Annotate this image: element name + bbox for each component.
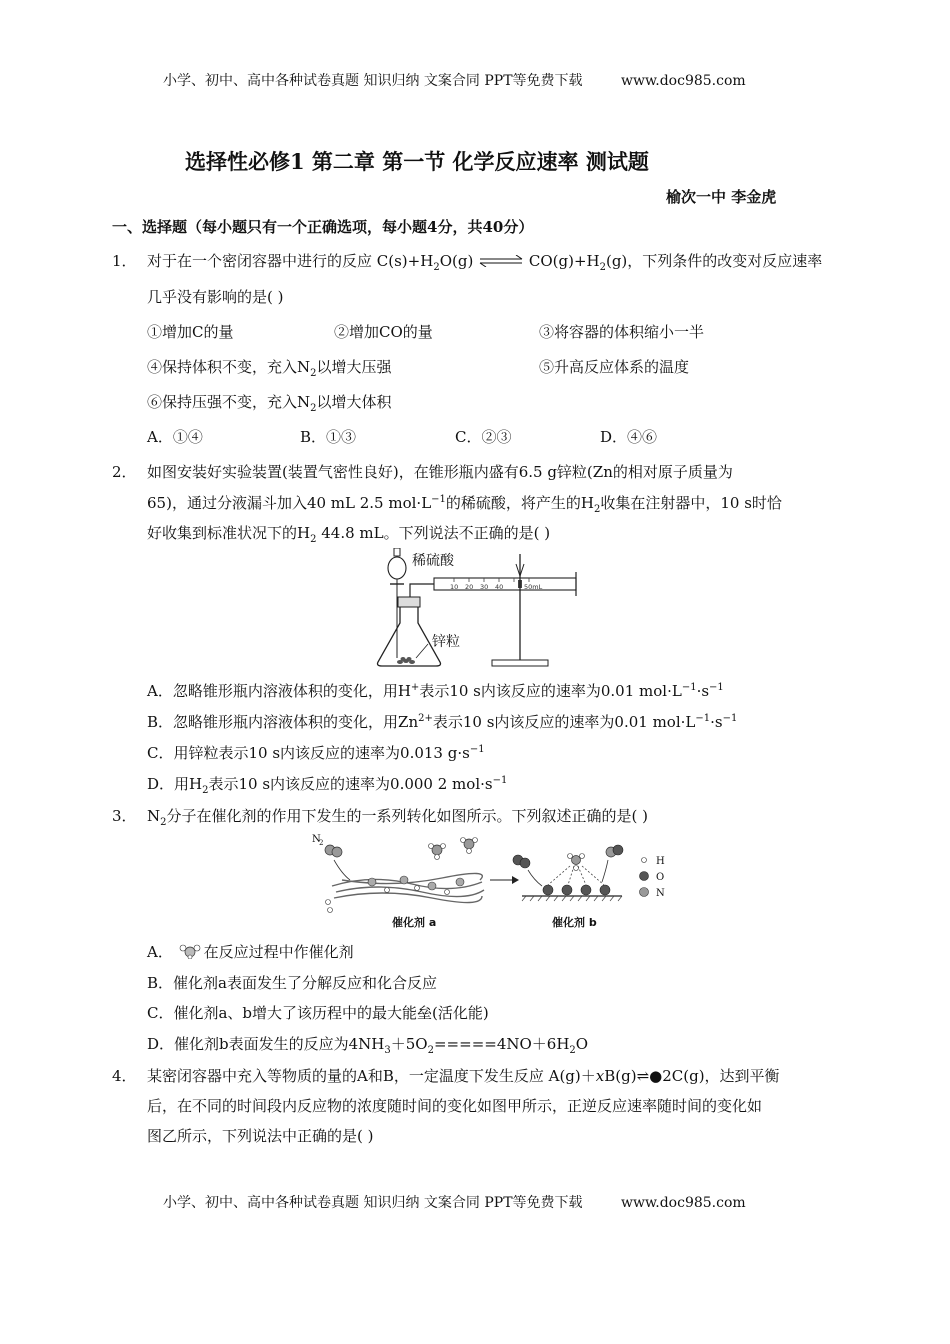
q2-number: 2． <box>112 463 137 481</box>
arrow-path <box>602 860 608 882</box>
q3-text: ＋5O <box>390 1035 428 1053</box>
q2-text: 的稀硫酸，将产生的H <box>445 494 594 512</box>
superscript: + <box>410 682 420 693</box>
q1-option-4 <box>147 356 392 379</box>
q1-text: O(g) <box>439 252 474 270</box>
q3-text: O <box>575 1035 589 1053</box>
q2-choice-b[interactable] <box>147 711 737 732</box>
subscript: 3 <box>384 1045 391 1056</box>
q2-text: D．用H <box>147 775 203 793</box>
legend-n-icon <box>640 888 649 897</box>
legend-h-icon <box>642 858 647 863</box>
h-atom <box>574 866 579 871</box>
superscript: −1 <box>681 682 697 693</box>
syringe-tick-label: 10 <box>450 583 459 591</box>
subscript: 2 <box>599 262 606 273</box>
q1-text: ⑥保持压强不变，充入N <box>147 393 311 411</box>
q4-text: 某密闭容器中充入等物质的量的A和B，一定温度下发生反应 A(g)＋ <box>147 1067 596 1085</box>
q1-text: 对于在一个密闭容器中进行的反应 C(s)+H <box>147 252 434 270</box>
stopper <box>398 597 420 607</box>
label-n2: N <box>312 834 321 845</box>
legend-o-icon <box>640 872 649 881</box>
q2-text: 表示10 s内该反应的速率为0.000 2 mol·s <box>208 775 493 793</box>
q2-text: ·s <box>710 713 723 731</box>
q2-stem-line3 <box>147 522 550 545</box>
h-atom <box>461 838 466 843</box>
subscript: 2 <box>310 534 317 545</box>
q2-text: 44.8 mL。下列说法不正确的是( ) <box>316 524 551 542</box>
q2-choice-c[interactable] <box>147 742 485 763</box>
q1-choice-d[interactable]: D．④⑥ <box>600 428 658 446</box>
q1-option-2: ②增加CO的量 <box>334 323 433 341</box>
q2-text: C．用锌粒表示10 s内该反应的速率为0.013 g·s <box>147 744 470 762</box>
q2-text: 收集在注射器中，10 s时恰 <box>600 494 782 512</box>
q1-option-5: ⑤升高反应体系的温度 <box>539 358 690 376</box>
q1-text: 以增大压强 <box>316 358 392 376</box>
q1-text: 以增大体积 <box>316 393 392 411</box>
q4-stem-line3: 图乙所示，下列说法中正确的是( ) <box>147 1127 374 1145</box>
label-catalyst-a: 催化剂 a <box>392 916 437 929</box>
q3-stem <box>147 805 648 828</box>
q2-text: ·s <box>696 682 710 700</box>
separatory-funnel <box>388 557 406 579</box>
q2-stem-line2 <box>147 492 782 515</box>
h-atom <box>473 838 478 843</box>
q4-number: 4． <box>112 1067 137 1085</box>
label-catalyst-b: 催化剂 b <box>552 916 597 929</box>
q2-text: 表示10 s内该反应的速率为0.01 mol·L <box>419 682 682 700</box>
subscript: 2 <box>594 504 601 515</box>
legend-h: H <box>656 856 665 867</box>
adsorbed-o-atoms <box>543 885 610 895</box>
surface-hatch <box>522 896 622 901</box>
q3-text: 分子在催化剂的作用下发生的一系列转化如图所示。下列叙述正确的是( ) <box>166 807 648 825</box>
q1-option-6 <box>147 391 392 414</box>
q3-text: D．催化剂b表面发生的反应为4NH <box>147 1035 385 1053</box>
retort-stand-base <box>492 660 548 666</box>
q3-text: =====4NO＋6H <box>433 1035 570 1053</box>
q1-choice-c[interactable]: C．②③ <box>455 428 512 446</box>
superscript: −1 <box>492 775 508 786</box>
h-atom <box>568 854 573 859</box>
page-footer <box>163 1192 746 1212</box>
superscript: −1 <box>695 713 711 724</box>
q4-stem-line1 <box>147 1065 780 1086</box>
author: 榆次一中 李金虎 <box>666 188 777 206</box>
q4-stem-line2: 后，在不同的时间段内反应物的浓度随时间的变化如图甲所示，正逆反应速率随时间的变化如 <box>147 1097 763 1115</box>
process-arrowhead <box>512 876 519 884</box>
q1-choice-a[interactable]: A．①④ <box>147 428 203 446</box>
superscript: 2+ <box>418 713 433 724</box>
catalyst-a-surface <box>332 873 484 902</box>
q1-option-3: ③将容器的体积缩小一半 <box>539 323 705 341</box>
q1-choice-b[interactable]: B．①③ <box>300 428 357 446</box>
q1-text: CO(g)+H <box>528 252 600 270</box>
catalyst-figure <box>312 830 684 930</box>
h-atom <box>429 844 434 849</box>
apparatus-figure <box>372 548 588 670</box>
superscript: −1 <box>431 494 446 505</box>
superscript: −1 <box>722 713 738 724</box>
q4-variable: x <box>595 1067 605 1085</box>
q3-text: A． <box>147 943 173 961</box>
q1-text: (g)，下列条件的改变对反应速率 <box>605 252 823 270</box>
subscript: 2 <box>202 785 209 796</box>
section-heading: 一、选择题（每小题只有一个正确选项，每小题4分，共40分） <box>112 218 534 236</box>
h-atom <box>580 854 585 859</box>
h-atom <box>328 908 333 913</box>
page-title: 选择性必修1 第二章 第一节 化学反应速率 测试题 <box>185 149 649 174</box>
header-text: 小学、初中、高中各种试卷真题 知识归纳 文案合同 PPT等免费下载 <box>163 73 583 89</box>
syringe-tick-label: 50mL <box>524 583 543 591</box>
h-atom <box>467 849 472 854</box>
q2-text: 表示10 s内该反应的速率为0.01 mol·L <box>432 713 696 731</box>
q2-text: 65)，通过分液漏斗加入40 mL 2.5 mol·L <box>147 494 432 512</box>
syringe-tick-label: 30 <box>480 583 489 591</box>
q1-option-1: ①增加C的量 <box>147 323 234 341</box>
subscript: 2 <box>310 403 317 414</box>
delivery-tube <box>410 584 434 597</box>
arrow-path <box>334 860 350 880</box>
legend-o: O <box>656 872 665 883</box>
subscript: 2 <box>160 817 167 828</box>
page-header <box>163 70 746 90</box>
q3-text: 在反应过程中作催化剂 <box>203 943 354 961</box>
subscript: 2 <box>433 262 440 273</box>
syringe-tick-label: 40 <box>495 583 504 591</box>
n2-molecule-atom <box>332 847 342 857</box>
nh3-molecule-icon <box>178 943 204 959</box>
equilibrium-arrow-icon <box>478 255 524 267</box>
no-molecule <box>613 845 623 855</box>
label-leader <box>416 644 428 658</box>
q3-choice-b[interactable]: B．催化剂a表面发生了分解反应和化合反应 <box>147 974 437 992</box>
subscript: 2 <box>427 1045 434 1056</box>
funnel-neck <box>394 548 400 556</box>
q3-choice-a[interactable] <box>147 941 354 962</box>
nh3-adsorbed <box>572 856 581 865</box>
label-n2-subscript: 2 <box>319 839 324 847</box>
syringe-tick-label: 20 <box>465 583 474 591</box>
q3-number: 3． <box>112 807 137 825</box>
label-zinc: 锌粒 <box>432 634 460 650</box>
subscript: 2 <box>310 368 317 379</box>
legend-n: N <box>656 888 665 899</box>
h-atom <box>435 855 440 860</box>
q3-choice-c[interactable]: C．催化剂a、b增大了该历程中的最大能垒(活化能) <box>147 1004 489 1022</box>
footer-text: 小学、初中、高中各种试卷真题 知识归纳 文案合同 PPT等免费下载 <box>163 1195 583 1211</box>
q1-stem-line2: 几乎没有影响的是( ) <box>147 288 284 306</box>
q2-text: 好收集到标准状况下的H <box>147 524 311 542</box>
q2-stem-line1: 如图安装好实验装置(装置气密性良好)，在锥形瓶内盛有6.5 g锌粒(Zn的相对原子质量为 <box>147 463 733 481</box>
q3-text: N <box>147 807 161 825</box>
subscript: 2 <box>569 1045 576 1056</box>
o2-molecule <box>520 858 530 868</box>
arrow-path <box>528 870 542 886</box>
q2-choice-a[interactable] <box>147 680 724 701</box>
header-site: www.doc985.com <box>620 73 746 89</box>
q1-text: ④保持体积不变，充入N <box>147 358 311 376</box>
q2-choice-d[interactable] <box>147 773 507 796</box>
h-atom <box>326 900 331 905</box>
footer-site: www.doc985.com <box>620 1195 746 1211</box>
zinc-granules <box>397 657 415 664</box>
h-atom <box>441 844 446 849</box>
q1-stem-line1 <box>147 250 822 273</box>
superscript: −1 <box>709 682 724 693</box>
q4-text: B(g)⇌●2C(g)，达到平衡 <box>604 1067 780 1085</box>
q2-text: B．忽略锥形瓶内溶液体积的变化，用Zn <box>147 713 419 731</box>
superscript: −1 <box>469 744 485 755</box>
q1-number: 1． <box>112 252 137 270</box>
q3-choice-d[interactable] <box>147 1033 588 1056</box>
label-dilute-acid: 稀硫酸 <box>412 553 454 569</box>
q2-text: A．忽略锥形瓶内溶液体积的变化，用H <box>147 682 411 700</box>
